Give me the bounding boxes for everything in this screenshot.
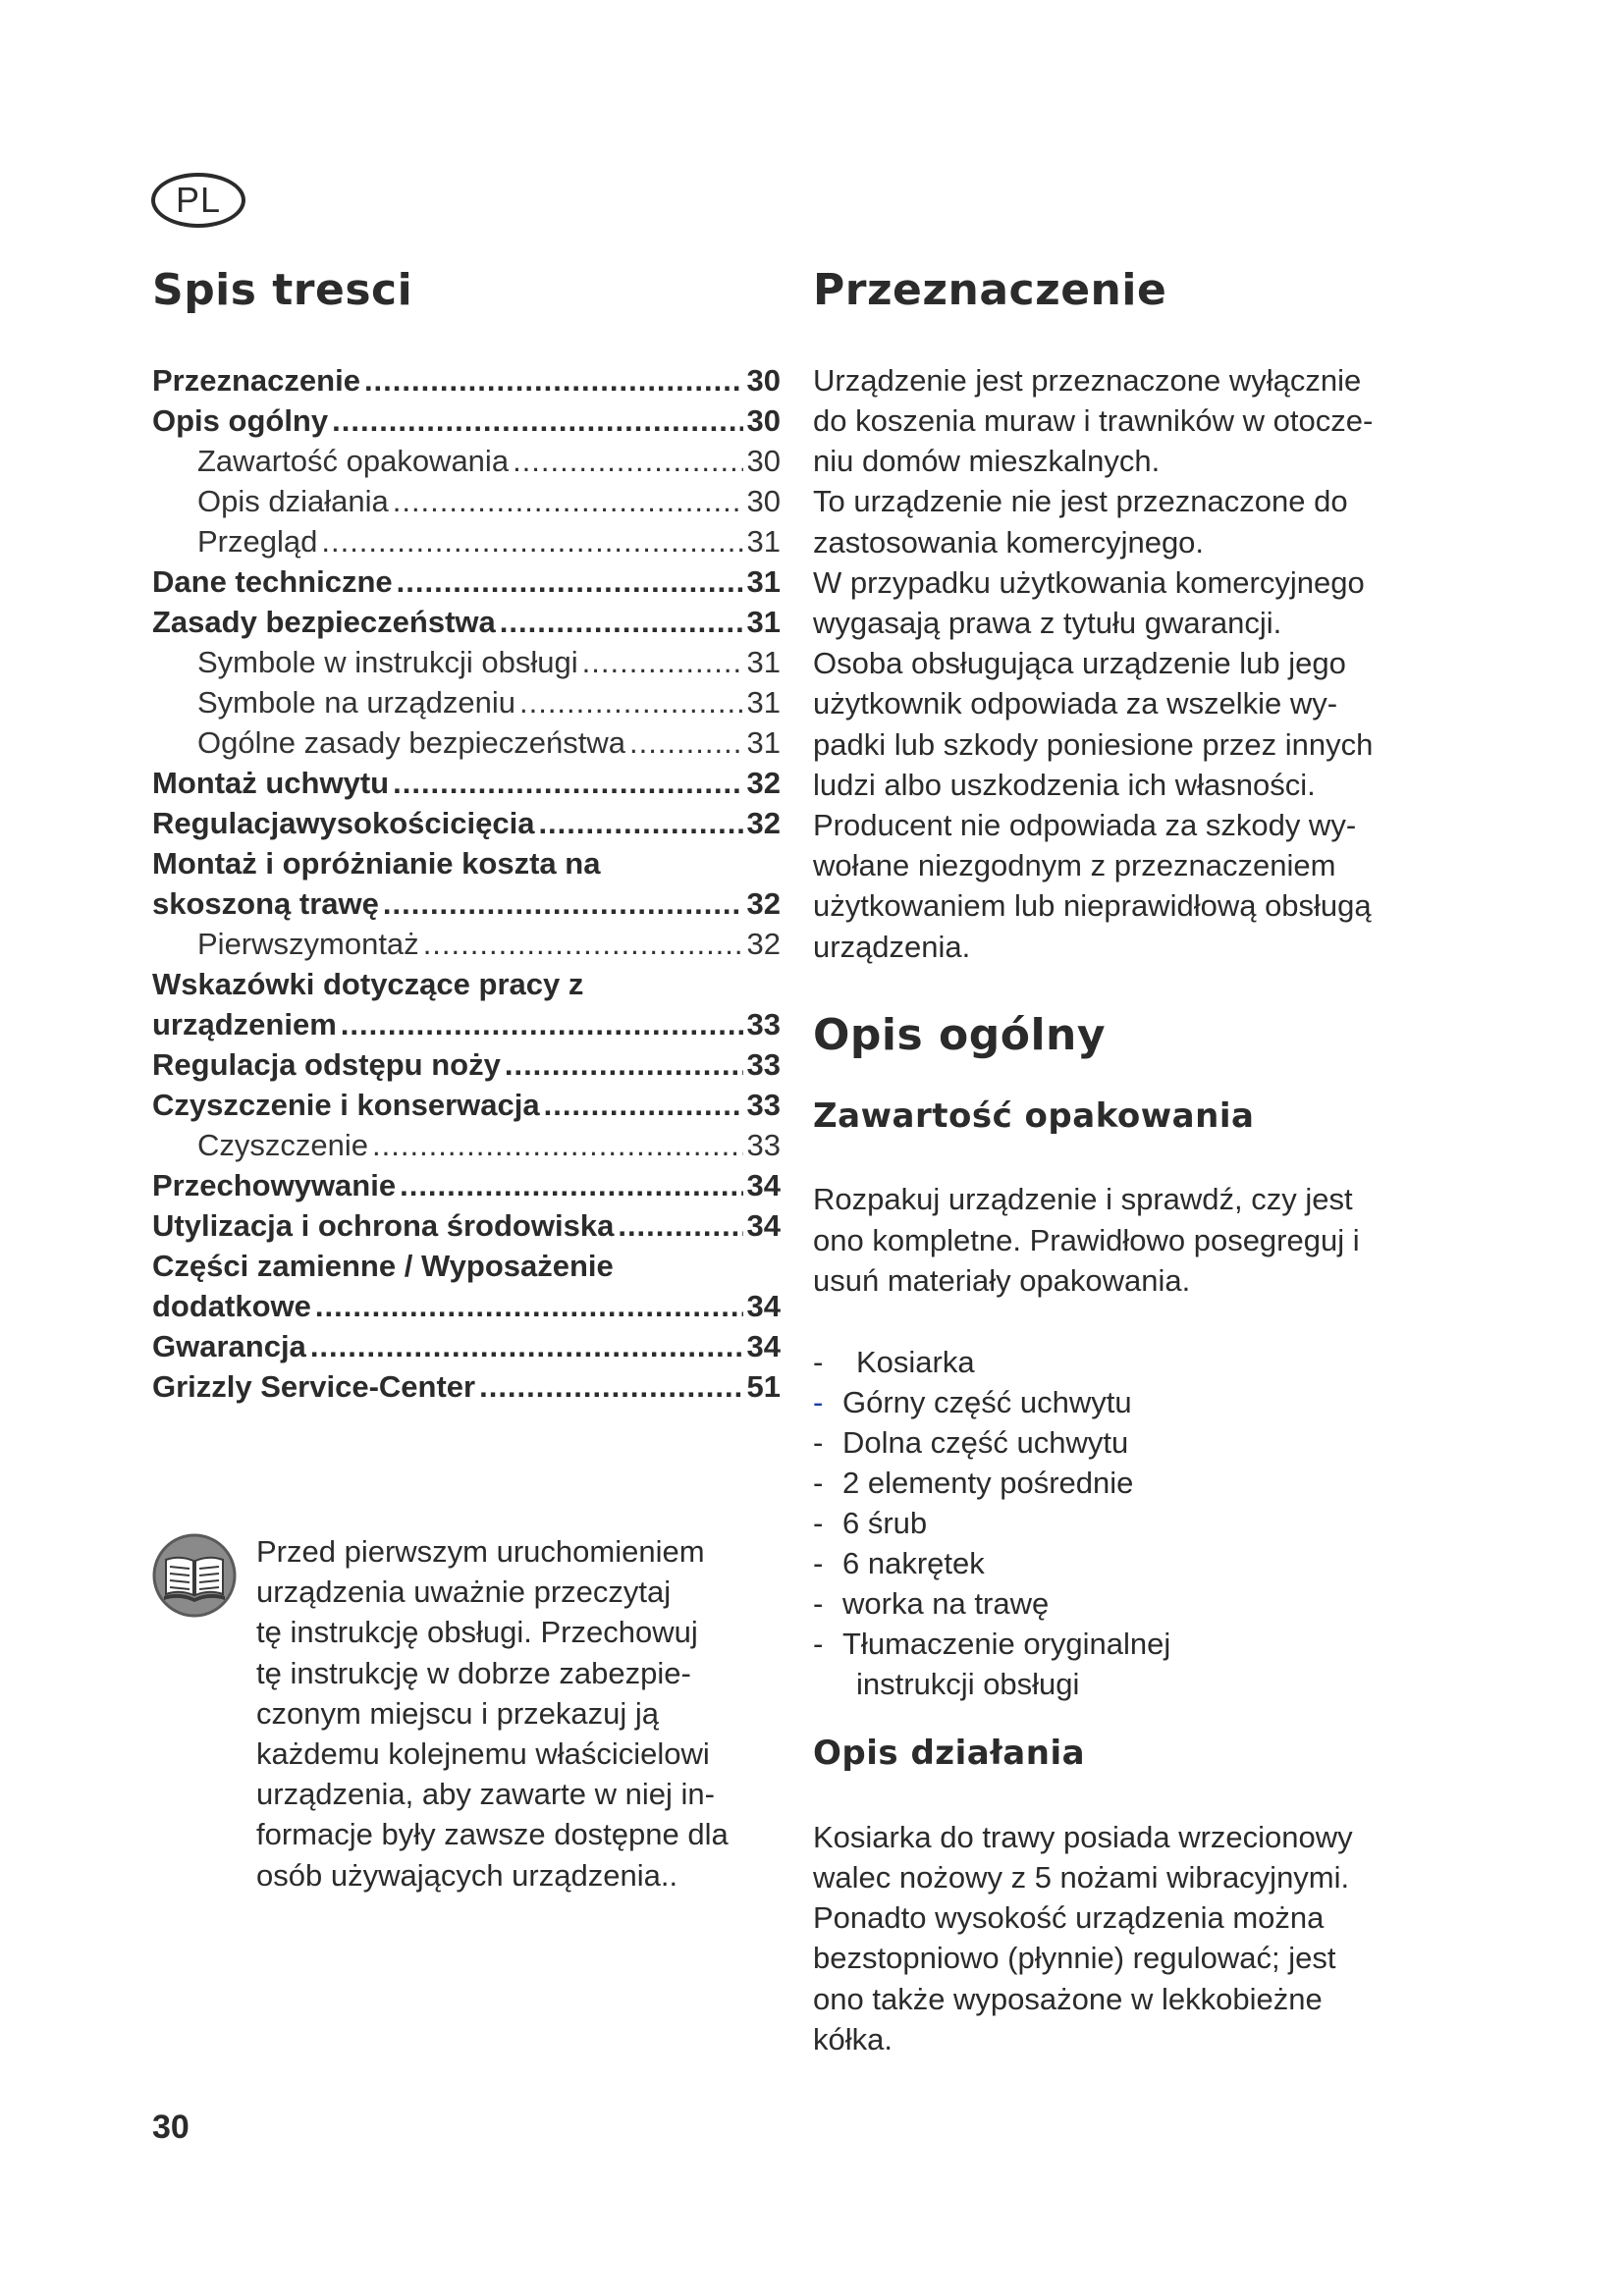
subsection-title-opis-dzialania: Opis działania [813,1734,1086,1774]
paragraph-line: Rozpakuj urządzenie i sprawdź, czy jest [813,1182,1353,1217]
toc-entry-page: 32 [746,926,781,961]
toc-entry[interactable] [152,441,781,481]
toc-entry[interactable] [152,803,781,843]
toc-entry-title: Regulacjawysokościcięcia [152,805,535,840]
toc-entry-page: 31 [746,684,781,720]
list-item-text: 6 nakrętek [842,1546,985,1581]
notice-line: formacje były zawsze dostępne dla [256,1817,729,1852]
toc-leader-dots [423,924,743,964]
paragraph-line: usuń materiały opakowania. [813,1262,1191,1298]
toc-entry-title: Przeznaczenie [152,362,360,398]
list-bullet-dash [813,1664,842,1704]
toc-entry-title: dodatkowe [152,1288,311,1323]
paragraph-line: niu domów mieszkalnych. [813,444,1161,479]
toc-entry-page: 31 [746,724,781,760]
toc-entry-title: Montaż i opróżnianie koszta na [152,845,601,881]
paragraph-line: walec nożowy z 5 nożami wibracyjnymi. [813,1860,1350,1896]
notice-line: urządzenia uważnie przeczytaj [256,1575,672,1610]
toc-entry-title: Części zamienne / Wyposażenie [152,1248,614,1283]
toc-entry-title: Opis ogólny [152,402,329,438]
list-item-text: instrukcji obsługi [856,1667,1080,1702]
notice-line: tę instrukcję obsługi. Przechowuj [256,1615,698,1650]
toc-entry[interactable] [152,1246,781,1286]
package-contents-list [813,1342,1432,1704]
list-bullet-dash: - [813,1425,824,1461]
toc-leader-dots [538,803,742,843]
notice-line: tę instrukcję w dobrze zabezpie- [256,1655,691,1690]
przeznaczenie-text [813,360,1432,967]
notice-line: czonym miejscu i przekazuj ją [256,1695,660,1731]
toc-leader-dots [544,1085,743,1125]
toc-entry[interactable] [152,521,781,561]
toc-entry-title: Przegląd [197,523,318,559]
toc-leader-dots [618,1205,742,1246]
zawartosc-text [813,1179,1432,1301]
toc-entry-title: Symbole na urządzeniu [197,684,515,720]
table-of-contents [152,265,781,1407]
toc-leader-dots [332,400,742,441]
toc-entry[interactable] [152,481,781,521]
toc-entry-title: skoszoną trawę [152,885,379,921]
toc-entry-page: 31 [746,604,781,639]
list-item [813,1664,1432,1704]
opis-dzialania-text [813,1817,1432,2059]
toc-entry[interactable] [152,1326,781,1366]
section-title-opis-ogolny: Opis ogólny [813,1009,1107,1060]
toc-entry-title: Wskazówki dotyczące pracy z [152,966,584,1001]
toc-entry-title: Zawartość opakowania [197,443,510,478]
toc-leader-dots [400,1165,742,1205]
toc-entry[interactable] [152,924,781,964]
toc-entry-title: urządzeniem [152,1006,337,1041]
paragraph-line: Ponadto wysokość urządzenia można [813,1900,1325,1936]
paragraph-line: urządzenia. [813,929,971,964]
toc-entry[interactable] [152,1125,781,1165]
list-bullet-dash: - [813,1546,824,1581]
list-item [813,1583,1432,1624]
toc-entry[interactable] [152,722,781,763]
paragraph-line: ludzi albo uszkodzenia ich własności. [813,767,1316,802]
toc-list [152,360,781,1407]
paragraph-line: padki lub szkody poniesione przez innych [813,726,1374,762]
toc-entry[interactable] [152,561,781,602]
toc-leader-dots [364,360,743,400]
toc-leader-dots [519,682,743,722]
toc-entry-page: 34 [746,1207,781,1243]
toc-entry-page: 31 [746,644,781,679]
toc-entry-page: 31 [746,563,781,599]
toc-entry-page: 30 [746,483,781,518]
notice-line: Przed pierwszym uruchomieniem [256,1534,705,1569]
toc-leader-dots [383,883,743,924]
notice-line: urządzenia, aby zawarte w niej in- [256,1777,715,1812]
toc-entry-title: Zasady bezpieczeństwa [152,604,496,639]
toc-entry[interactable] [152,763,781,803]
toc-entry[interactable] [152,682,781,722]
list-item [813,1463,1432,1503]
toc-entry-title: Regulacja odstępu noży [152,1046,501,1082]
toc-entry-page: 30 [746,362,781,398]
toc-entry[interactable] [152,1366,781,1407]
toc-entry-title: Symbole w instrukcji obsługi [197,644,578,679]
paragraph-line: Urządzenie jest przeznaczone wyłącznie [813,362,1362,398]
language-badge: PL [151,173,245,228]
toc-entry-page: 32 [746,885,781,921]
list-bullet-dash: - [813,1385,824,1420]
list-item-text: worka na trawę [842,1586,1050,1622]
list-bullet-dash: - [813,1345,824,1380]
toc-entry[interactable] [152,964,781,1004]
toc-entry-page: 33 [746,1127,781,1162]
list-item-text: 2 elementy pośrednie [842,1466,1134,1501]
toc-leader-dots [393,481,743,521]
toc-entry-title: Grizzly Service-Center [152,1368,476,1404]
toc-entry-title: Czyszczenie i konserwacja [152,1087,540,1122]
list-bullet-dash: - [813,1586,824,1622]
toc-leader-dots [582,642,743,682]
list-item [813,1342,1432,1382]
toc-entry-page: 33 [746,1046,781,1082]
paragraph-line: Kosiarka do trawy posiada wrzecionowy [813,1819,1353,1854]
toc-entry-title: Montaż uchwytu [152,765,390,800]
toc-entry-page: 33 [746,1006,781,1041]
toc-entry-page: 33 [746,1087,781,1122]
read-manual-notice [152,1531,781,1896]
toc-leader-dots [315,1286,743,1326]
toc-leader-dots [321,521,742,561]
toc-entry-title: Gwarancja [152,1328,306,1363]
toc-leader-dots [393,763,742,803]
paragraph-line: kółka. [813,2021,893,2056]
toc-leader-dots [372,1125,743,1165]
notice-line: każdemu kolejnemu właścicielowi [256,1736,710,1772]
paragraph-line: do koszenia muraw i trawników w otocze- [813,403,1374,438]
toc-entry-page: 51 [746,1368,781,1404]
toc-entry[interactable] [152,360,781,400]
paragraph-line: W przypadku użytkowania komercyjnego [813,564,1365,600]
list-item-text: 6 śrub [842,1506,928,1541]
toc-leader-dots [397,561,743,602]
toc-entry-page: 30 [746,402,781,438]
toc-entry-title: Ogólne zasady bezpieczeństwa [197,724,625,760]
toc-entry-title: Czyszczenie [197,1127,368,1162]
paragraph-line: bezstopniowo (płynnie) regulować; jest [813,1941,1336,1976]
toc-entry[interactable] [152,1044,781,1085]
notice-line: osób używających urządzenia.. [256,1857,678,1893]
toc-leader-dots [341,1004,743,1044]
toc-entry-title: Utylizacja i ochrona środowiska [152,1207,615,1243]
list-item-text: Tłumaczenie oryginalnej [842,1627,1171,1662]
toc-entry[interactable] [152,1085,781,1125]
paragraph-line: Osoba obsługująca urządzenie lub jego [813,646,1346,681]
paragraph-line: wołane niezgodnym z przeznaczeniem [813,848,1336,883]
toc-entry-page: 30 [746,443,781,478]
list-item-text: Górny część uchwytu [842,1385,1132,1420]
toc-entry[interactable] [152,602,781,642]
list-item-text: Kosiarka [856,1345,975,1380]
list-item [813,1624,1432,1664]
toc-entry-page: 31 [746,523,781,559]
toc-entry[interactable] [152,843,781,883]
paragraph-line: To urządzenie nie jest przeznaczone do [813,484,1348,519]
toc-entry-title: Opis działania [197,483,389,518]
toc-entry-page: 34 [746,1167,781,1202]
list-item [813,1382,1432,1422]
list-item [813,1543,1432,1583]
list-bullet-dash: - [813,1506,824,1541]
toc-entry-page: 34 [746,1288,781,1323]
list-item-text: Dolna część uchwytu [842,1425,1129,1461]
toc-entry-title: Pierwszymontaż [197,926,419,961]
toc-entry-title: Dane techniczne [152,563,393,599]
toc-entry[interactable] [152,400,781,441]
toc-leader-dots [310,1326,743,1366]
subsection-title-zawartosc: Zawartość opakowania [813,1095,1255,1136]
toc-leader-dots [500,602,743,642]
book-icon [152,1533,237,1618]
toc-entry[interactable] [152,1004,781,1044]
toc-leader-dots [479,1366,742,1407]
toc-entry[interactable] [152,1205,781,1246]
paragraph-line: wygasają prawa z tytułu gwarancji. [813,606,1282,641]
toc-leader-dots [513,441,742,481]
notice-text [256,1531,729,1896]
paragraph-line: Producent nie odpowiada za szkody wy- [813,808,1357,843]
list-bullet-dash: - [813,1466,824,1501]
toc-entry[interactable] [152,1286,781,1326]
toc-entry[interactable] [152,883,781,924]
toc-entry-page: 32 [746,805,781,840]
toc-entry-title: Przechowywanie [152,1167,397,1202]
toc-entry-page: 32 [746,765,781,800]
toc-entry-page: 34 [746,1328,781,1363]
toc-entry[interactable] [152,1165,781,1205]
toc-title: Spis tresci [152,265,413,315]
list-item [813,1503,1432,1543]
list-item [813,1422,1432,1463]
list-bullet-dash: - [813,1627,824,1662]
paragraph-line: ono także wyposażone w lekkobieżne [813,1981,1323,2016]
toc-entry[interactable] [152,642,781,682]
paragraph-line: ono kompletne. Prawidłowo posegreguj i [813,1222,1360,1257]
paragraph-line: użytkowaniem lub nieprawidłową obsługą [813,888,1372,924]
section-title-przeznaczenie: Przeznaczenie [813,265,1167,315]
paragraph-line: zastosowania komercyjnego. [813,524,1205,560]
toc-leader-dots [505,1044,743,1085]
page-number: 30 [152,2109,189,2146]
paragraph-line: użytkownik odpowiada za wszelkie wy- [813,686,1338,721]
toc-leader-dots [629,722,743,763]
right-column [813,265,1432,2059]
